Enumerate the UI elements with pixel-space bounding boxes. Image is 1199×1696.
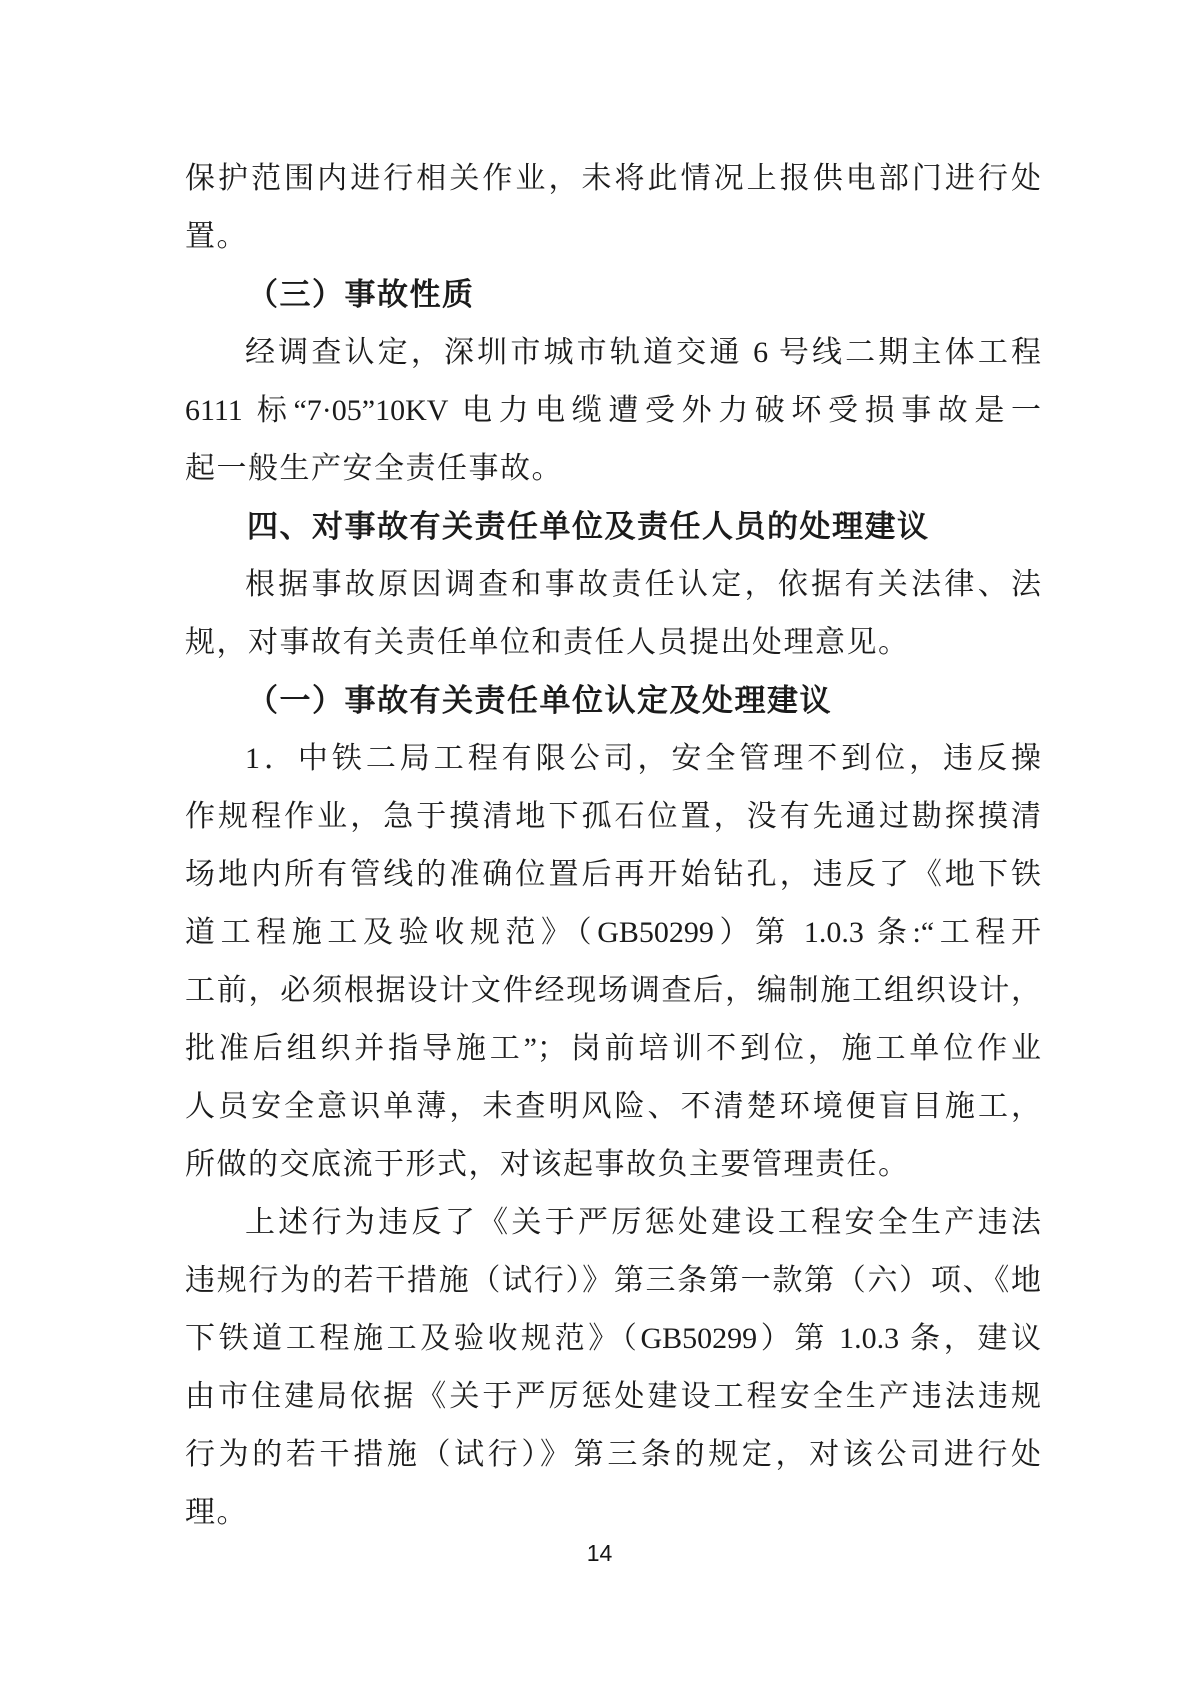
paragraph-line: 保护范围内进行相关作业，未将此情况上报供电部门进行处 bbox=[185, 162, 1041, 195]
document-page bbox=[185, 150, 1041, 1542]
paragraph-line: 经调查认定，深圳市城市轨道交通 6 号线二期主体工程 bbox=[245, 336, 1041, 369]
paragraph-line: 场地内所有管线的准确位置后再开始钻孔，违反了《地下铁 bbox=[185, 858, 1041, 891]
paragraph-line: 起一般生产安全责任事故。 bbox=[185, 452, 563, 485]
heading-section-four: 四、对事故有关责任单位及责任人员的处理建议 bbox=[247, 509, 930, 544]
paragraph-line: 作规程作业，急于摸清地下孤石位置，没有先通过勘探摸清 bbox=[185, 800, 1041, 833]
paragraph-line: 行为的若干措施（试行）》第三条的规定，对该公司进行处 bbox=[185, 1438, 1041, 1471]
paragraph-line: 违规行为的若干措施（试行）》第三条第一款第（六）项、《地 bbox=[185, 1264, 1041, 1297]
paragraph-line: 理。 bbox=[185, 1496, 248, 1529]
paragraph-line: 上述行为违反了《关于严厉惩处建设工程安全生产违法 bbox=[245, 1206, 1041, 1239]
paragraph-line: 所做的交底流于形式，对该起事故负主要管理责任。 bbox=[185, 1148, 910, 1181]
paragraph-line: 根据事故原因调查和事故责任认定，依据有关法律、法 bbox=[245, 568, 1041, 601]
paragraph-line: 下铁道工程施工及验收规范》（GB50299）第 1.0.3 条，建议 bbox=[185, 1322, 1041, 1355]
paragraph-line: 由市住建局依据《关于严厉惩处建设工程安全生产违法违规 bbox=[185, 1380, 1041, 1413]
paragraph-line: 1．中铁二局工程有限公司，安全管理不到位，违反操 bbox=[245, 742, 1041, 775]
paragraph-line: 道工程施工及验收规范》（GB50299）第 1.0.3 条:“工程开 bbox=[185, 916, 1041, 949]
heading-subsection-one: （一）事故有关责任单位认定及处理建议 bbox=[247, 683, 832, 718]
heading-accident-nature: （三）事故性质 bbox=[247, 277, 475, 312]
paragraph-line: 工前，必须根据设计文件经现场调查后，编制施工组织设计， bbox=[185, 974, 1041, 1007]
paragraph-line: 批准后组织并指导施工”；岗前培训不到位，施工单位作业 bbox=[185, 1032, 1041, 1065]
page-number: 14 bbox=[586, 1540, 613, 1566]
paragraph-line: 人员安全意识单薄，未查明风险、不清楚环境便盲目施工， bbox=[185, 1090, 1041, 1123]
paragraph-line: 置。 bbox=[185, 220, 248, 253]
paragraph-line: 规，对事故有关责任单位和责任人员提出处理意见。 bbox=[185, 626, 910, 659]
paragraph-line: 6111 标“7·05”10KV 电力电缆遭受外力破坏受损事故是一 bbox=[185, 394, 1041, 427]
